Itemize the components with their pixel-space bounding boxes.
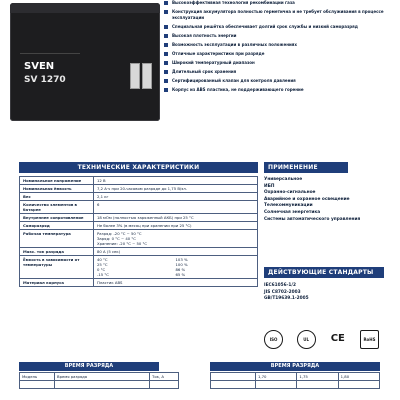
application-item: Универсальное xyxy=(264,177,303,182)
bullet-icon xyxy=(164,10,168,14)
spec-row xyxy=(20,248,258,256)
spec-value: 12 В xyxy=(94,177,258,185)
spec-label: Вес xyxy=(20,193,94,201)
bullet-icon xyxy=(164,1,168,5)
feature-list xyxy=(164,0,396,96)
iso-cert-icon: ISO xyxy=(264,330,283,349)
spec-subcell: 65 % xyxy=(175,272,186,277)
bullet-icon xyxy=(164,52,168,56)
spec-value: 6 xyxy=(94,201,258,214)
bottom-right-col3: 1,80 xyxy=(338,373,379,381)
spec-subcell: -15 °С xyxy=(97,272,109,277)
bullet-icon xyxy=(164,88,168,92)
spec-subrow xyxy=(97,272,254,277)
standards-title-bar: ДЕЙСТВУЮЩИЕ СТАНДАРТЫ xyxy=(264,267,384,278)
application-item: Телекоммуникации xyxy=(264,203,313,209)
spec-value: Не более 3% (в месяц при хранении при 25 °С) xyxy=(94,222,258,230)
feature-text: Длительный срок хранения xyxy=(172,69,237,74)
bottom-right-col1: 1,70 xyxy=(256,373,297,381)
feature-text: Отличные характеристики при разряде xyxy=(172,51,265,56)
feature-item xyxy=(164,78,396,84)
feature-text: Высокая плотность энергии xyxy=(172,33,237,38)
spec-subcell: 100 % xyxy=(175,262,188,267)
bottom-right-cell xyxy=(211,381,256,389)
feature-text: Специальная решётка обеспечивает долгий срок службы и низкий саморазряд xyxy=(172,24,358,29)
feature-text: Широкий температурный диапазон xyxy=(172,60,255,65)
application-list xyxy=(264,177,384,223)
spec-subcell: 86 % xyxy=(175,267,186,272)
feature-item xyxy=(164,69,396,75)
spec-value-line: Хранение: -20 °С ~ 50 °С xyxy=(97,241,148,246)
spec-row xyxy=(20,256,258,279)
bottom-right-cell xyxy=(211,373,256,381)
certification-icons xyxy=(264,325,379,353)
spec-subcell: 25 °С xyxy=(97,262,108,267)
standard-item: GB/T19639.1-2005 xyxy=(264,296,309,302)
spec-subcell: 40 °С xyxy=(97,257,108,262)
rohs-cert-icon: RoHS xyxy=(360,330,379,349)
spec-row xyxy=(20,279,258,287)
application-item: Охранно-сигнальное xyxy=(264,190,316,196)
application-item: Аварийное и охранное освещение xyxy=(264,196,350,202)
spec-label: Внутреннее сопротивление xyxy=(20,214,94,222)
application-title-bar: ПРИМЕНЕНИЕ xyxy=(264,162,348,173)
bullet-icon xyxy=(164,70,168,74)
spec-value xyxy=(94,230,258,248)
feature-text: Конструкция аккумулятора полностью герметична и не требует обслуживания в процессе эксплуатации xyxy=(172,9,384,20)
standard-item: IEC61056-1/2 xyxy=(264,283,296,288)
spec-row xyxy=(20,177,258,185)
bottom-left-cell xyxy=(20,381,55,389)
standard-item: JIS C8702-2003 xyxy=(264,289,301,295)
spec-label: Ёмкость в зависимости от температуры xyxy=(20,256,94,279)
feature-item xyxy=(164,33,396,39)
bottom-left-col2: Время разряда xyxy=(55,373,150,381)
battery-top-ridge xyxy=(10,3,160,13)
bottom-right-cell xyxy=(256,381,297,389)
battery-stripe xyxy=(20,53,80,54)
spec-value: 2,1 кг xyxy=(94,193,258,201)
bottom-left-cell xyxy=(150,381,179,389)
spec-value xyxy=(94,256,258,279)
spec-label: Макс. ток разряда xyxy=(20,248,94,256)
feature-text: Корпус из ABS пластика, не поддерживающего горение xyxy=(172,87,304,92)
spec-row xyxy=(20,201,258,214)
battery-terminal xyxy=(142,63,152,89)
spec-label: Номинальная ёмкость xyxy=(20,185,94,193)
ce-cert-icon: CE xyxy=(330,333,345,344)
feature-item xyxy=(164,60,396,66)
bottom-right-title: ВРЕМЯ РАЗРЯДА xyxy=(210,362,380,371)
top-section xyxy=(0,0,400,150)
spec-subcell: 103 % xyxy=(175,257,188,262)
spec-value: 7,2 А·ч при 20-часовом разряде до 1,75 В/эл. xyxy=(94,185,258,193)
bottom-left-title: ВРЕМЯ РАЗРЯДА xyxy=(19,362,159,371)
application-item: Системы автоматического управления xyxy=(264,216,361,222)
spec-value: 18 мОм (полностью заряженный АКБ) при 25 °С xyxy=(94,214,258,222)
bullet-icon xyxy=(164,79,168,83)
feature-item xyxy=(164,51,396,57)
bottom-left-col3: Ток, А xyxy=(150,373,179,381)
feature-item xyxy=(164,87,396,93)
feature-text: Сертифицированный клапан для контроля давления xyxy=(172,78,296,83)
feature-item xyxy=(164,24,396,30)
specs-table xyxy=(19,176,258,287)
bottom-right-cell xyxy=(338,381,379,389)
spec-row xyxy=(20,230,258,248)
spec-label: Номинальное напряжение xyxy=(20,177,94,185)
spec-value-line: Заряд: 0 °С ~ 40 °С xyxy=(97,236,136,241)
bottom-left-col1: Модель xyxy=(20,373,55,381)
spec-row xyxy=(20,185,258,193)
feature-item xyxy=(164,0,396,6)
application-item: ИБП xyxy=(264,183,275,189)
bullet-icon xyxy=(164,43,168,47)
spec-label: Саморазряд xyxy=(20,222,94,230)
bottom-left-cell xyxy=(55,381,150,389)
spec-value-line: Разряд: -20 °С ~ 50 °С xyxy=(97,231,142,236)
spec-row xyxy=(20,222,258,230)
ul-cert-icon: UL xyxy=(297,330,316,349)
spec-row xyxy=(20,214,258,222)
standards-list xyxy=(264,283,384,303)
spec-subcell: 0 °С xyxy=(97,267,106,272)
specs-title-bar: ТЕХНИЧЕСКИЕ ХАРАКТЕРИСТИКИ xyxy=(19,162,258,173)
bottom-right-cell xyxy=(297,381,338,389)
battery-image xyxy=(10,3,160,121)
spec-value: 80 А (5 сек) xyxy=(94,248,258,256)
spec-row xyxy=(20,193,258,201)
bullet-icon xyxy=(164,25,168,29)
bullet-icon xyxy=(164,61,168,65)
bottom-left-table xyxy=(19,372,179,389)
bottom-right-table xyxy=(210,372,380,389)
spec-value: Пластик ABS xyxy=(94,279,258,287)
feature-text: Возможность эксплуатации в различных положениях xyxy=(172,42,297,47)
application-item: Солнечная энергетика xyxy=(264,209,321,215)
bullet-icon xyxy=(164,34,168,38)
feature-item xyxy=(164,42,396,48)
spec-label: Материал корпуса xyxy=(20,279,94,287)
feature-text: Высокоэффективная технология рекомбинации газа xyxy=(172,0,295,5)
spec-label: Количество элементов в батарее xyxy=(20,201,94,214)
battery-terminal xyxy=(130,63,140,89)
battery-brand: SVEN xyxy=(24,61,55,72)
spec-label: Рабочая температура xyxy=(20,230,94,248)
bottom-right-col2: 1,75 xyxy=(297,373,338,381)
battery-model: SV 1270 xyxy=(24,75,66,85)
feature-item xyxy=(164,9,396,21)
